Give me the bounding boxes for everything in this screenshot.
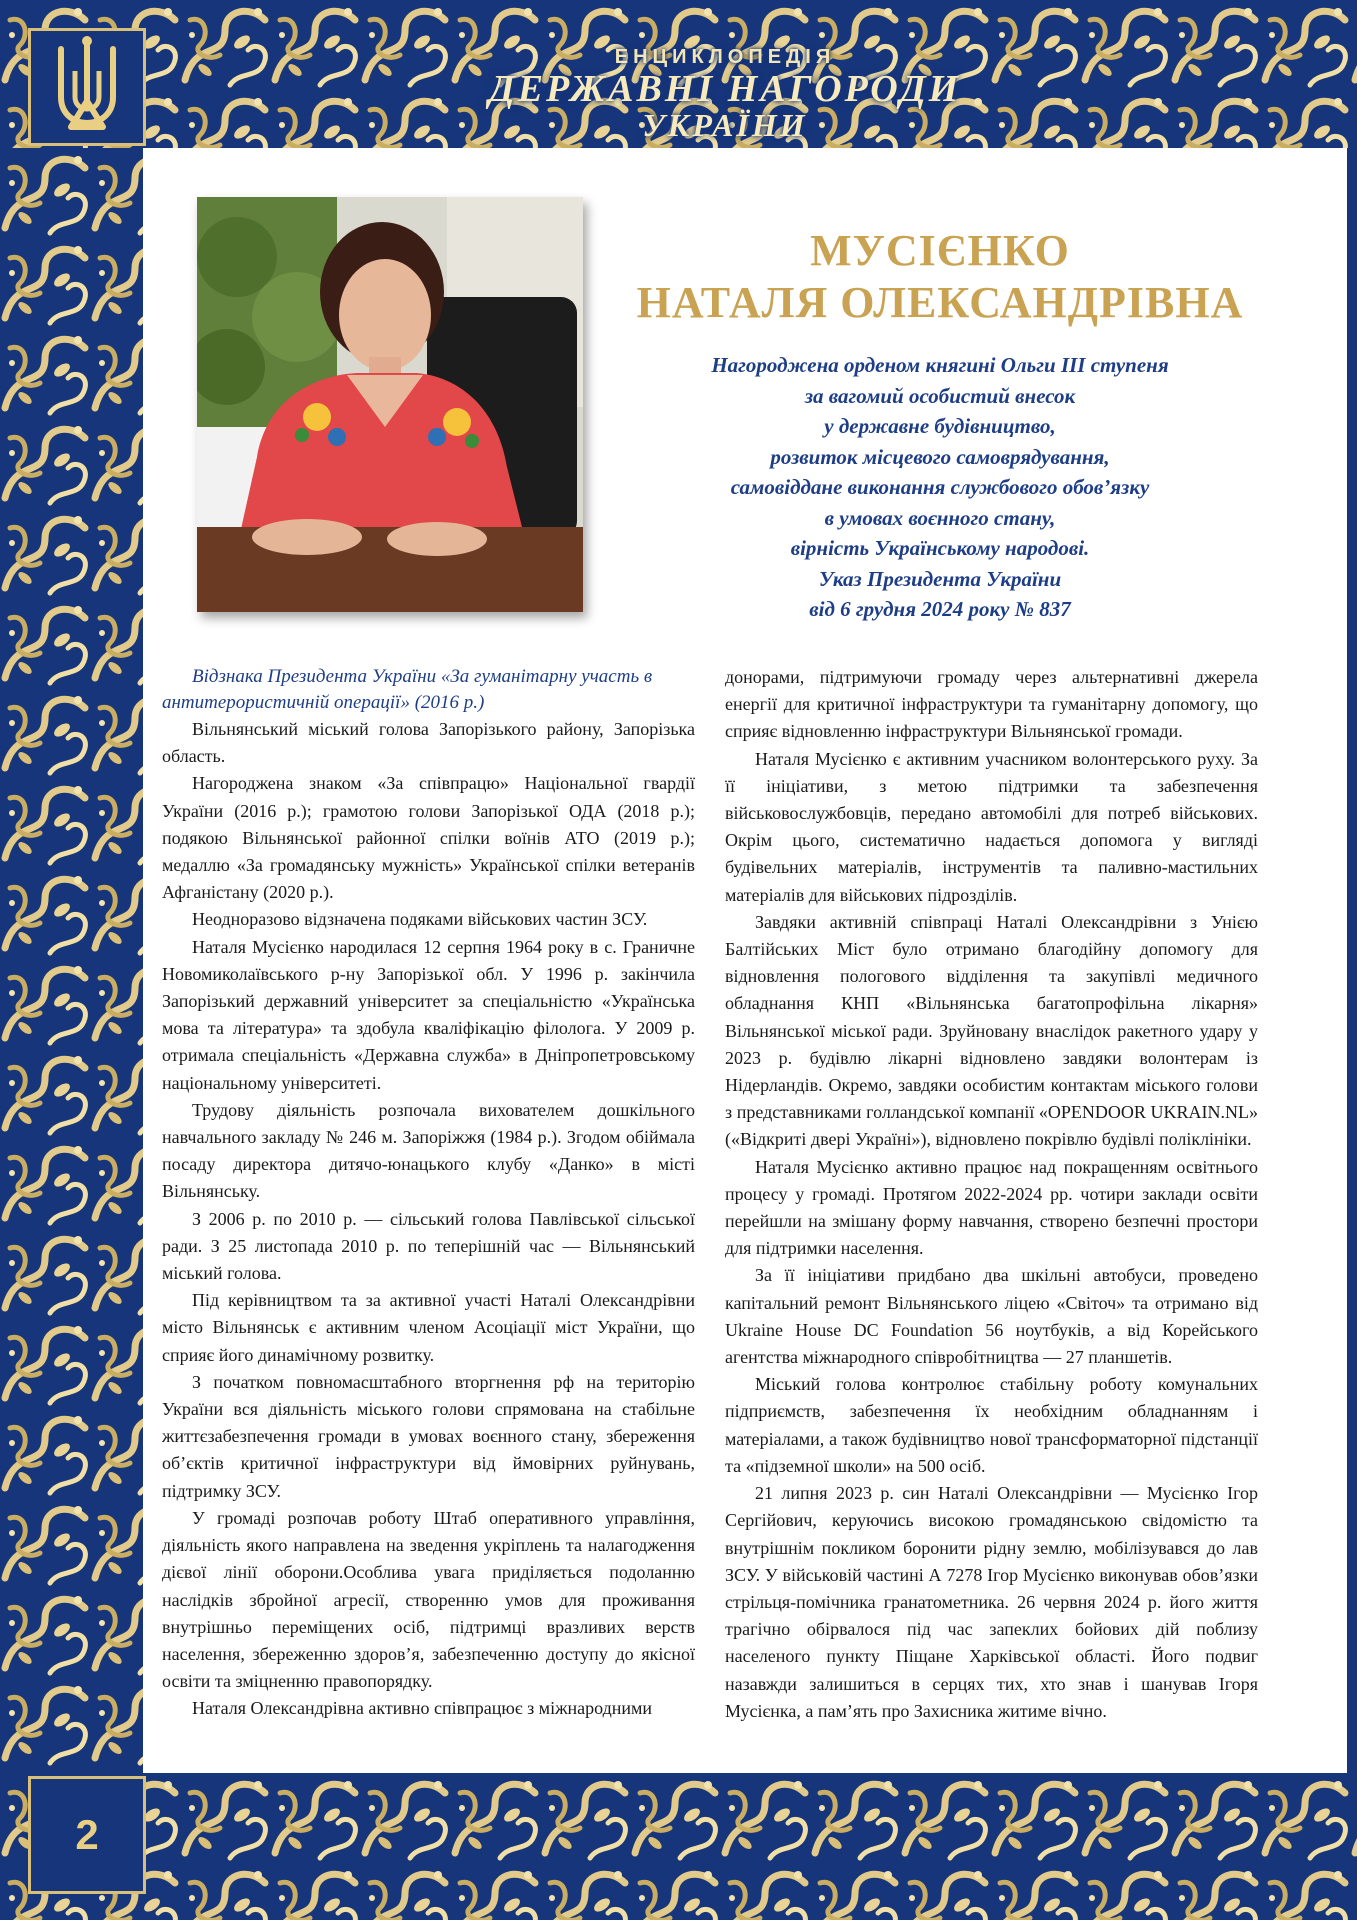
- right-frame-edge: [1347, 148, 1357, 1773]
- page-number-box: [28, 1776, 146, 1894]
- portrait-photo: [197, 197, 583, 612]
- body-paragraph: Під керівництвом та за активної участі Наталі Олександрівни місто Вільнянськ є активним членом Асоціації міст України, що сприяє його динамічному розвитку.: [162, 1290, 695, 1365]
- masthead-line2: ДЕРЖАВНІ НАГОРОДИ: [488, 68, 962, 110]
- text-column-right: [725, 664, 1258, 1725]
- award-line: Нагороджена орденом княгині Ольги ІІІ ступеня: [711, 353, 1169, 377]
- award-line: самовіддане виконання службового обов’язку: [730, 475, 1150, 499]
- body-paragraph: Нагороджена знаком «За співпрацю» Національної гвардії України (2016 р.); грамотою голови Запорізької ОДА (2018 р.); подякою Вільнянської районної спілки воїнів АТО (2019 р.); медаллю «За громадянську мужність» Української спілки ветеранів Афганістану (2020 р.).: [162, 773, 695, 903]
- masthead-line1: ЕНЦИКЛОПЕДІЯ: [614, 46, 836, 68]
- award-line: у державне будівництво,: [824, 414, 1056, 438]
- body-paragraph: Наталя Мусієнко активно працює над покращенням освітнього процесу у громаді. Протягом 2022-2024 рр. чотири заклади освіти перейшли на змішану форму навчання, створено безпечні простори для підтримки населення.: [725, 1156, 1258, 1259]
- text-column-left: [162, 664, 695, 1723]
- body-paragraph: Вільнянський міський голова Запорізького району, Запорізька область.: [162, 719, 695, 767]
- person-given-names: НАТАЛЯ ОЛЕКСАНДРІВНА: [636, 278, 1244, 327]
- photo-caption: Відзнака Президента України «За гуманітарну участь в антитерористичній операції» (2016 р.): [162, 666, 653, 713]
- body-paragraph: Неодноразово відзначена подяками військових частин ЗСУ.: [192, 909, 648, 930]
- body-paragraph: З 2006 р. по 2010 р. — сільський голова Павлівської сільської ради. З 25 листопада 2010 р. по теперішній час — Вільнянський міський голова.: [162, 1208, 695, 1284]
- ornament-pattern: [0, 148, 143, 1773]
- award-line: вірність Українському народові.: [790, 536, 1090, 560]
- person-surname: МУСІЄНКО: [810, 226, 1070, 275]
- portrait-illustration: [197, 197, 583, 612]
- body-paragraph: Наталя Олександрівна активно співпрацює з міжнародними: [192, 1698, 653, 1719]
- body-paragraph: Наталя Мусієнко народилася 12 серпня 1964 року в с. Граничне Новомиколаївського р-ну Запорізької обл. У 1996 р. закінчила Запорізький державний університет за спеціальністю «Українська мова та література» та здобула кваліфікацію філолога. У 2009 р. отримала спеціальність «Державна служба» в Дніпропетровському національному університеті.: [162, 936, 695, 1093]
- body-paragraph: Трудову діяльність розпочала вихователем дошкільного навчального закладу № 246 м. Запоріжжя (1984 р.). Згодом обіймала посаду директора дитячо-юнацького клубу «Данко» в місті Вільнянську.: [162, 1099, 695, 1202]
- award-line: за вагомий особистий внесок: [804, 383, 1076, 408]
- body-paragraph: 21 липня 2023 р. син Наталі Олександрівни — Мусієнко Ігор Сергійович, керуючись високою громадянською свідомістю та внутрішнім покликом боронити рідну землю, мобілізувався до лав ЗСУ. У військовій частині А 7278 Ігор Мусієнко виконував обов’язки стрільця-помічника гранатометника. 26 червня 2024 р. його життя трагічно обірвалося під час запеклих бойових дій поблизу населеного пункту Піщане Харківської області. Його подвиг назавжди залишиться в серцях тих, хто знав і шанував Ігоря Мусієнка, а пам’ять про Захисника житиме вічно.: [725, 1483, 1258, 1721]
- page-number: 2: [75, 1811, 99, 1858]
- body-paragraph: Наталя Мусієнко є активним учасником волонтерського руху. За її ініціативи, з метою підтримки та забезпечення військовослужбовців, передано автомобілі для потреб військових. Окрім цього, систематично надається допомога у вигляді будівельних матеріалів, інструментів та паливно-мастильних матеріалів для військових підрозділів.: [725, 748, 1258, 905]
- body-paragraph: За її ініціативи придбано два шкільні автобуси, проведено капітальний ремонт Вільнянського ліцею «Світоч» та отримано від Ukraine House DC Foundation 56 ноутбуків, а від Корейського агентства міжнародного співробітництва — 27 планшетів.: [725, 1265, 1258, 1368]
- award-description: [620, 350, 1260, 625]
- body-paragraph: Міський голова контролює стабільну роботу комунальних підприємств, забезпечення їх необхідним обладнанням і матеріалами, а також будівництво нової трансформаторної підстанції та «підземної школи» на 500 осіб.: [725, 1374, 1258, 1476]
- award-line: від 6 грудня 2024 року № 837: [809, 597, 1071, 621]
- person-name: [620, 225, 1260, 329]
- ornament-pattern: [0, 1773, 1357, 1920]
- body-paragraph: Завдяки активній співпраці Наталі Олександрівни з Унією Балтійських Міст було отримано благодійну допомогу для відновлення пологового відділення та закупівлі медичного обладнання КНП «Вільнянська багатопрофільна лікарня» Вільнянської міської ради. Зруйновану внаслідок ракетного удару у 2023 р. будівлю лікарні відновлено завдяки волонтерам із Нідерландів. Окремо, завдяки особистим контактам міського голови з представниками голландської компанії «OPENDOOR UKRAIN.NL» («Відкриті двері Україні»), відновлено покрівлю будівлі поліклініки.: [725, 911, 1258, 1150]
- bottom-ornament-frame: [0, 1773, 1357, 1920]
- left-ornament-frame: [0, 148, 143, 1773]
- body-paragraph: З початком повномасштабного вторгнення рф на територію України вся діяльність міського голови спрямована на стабільне життєзабезпечення громади в умовах воєнного стану, збереження об’єктів критичної інфраструктури від ймовірних руйнувань, підтримку ЗСУ.: [162, 1371, 695, 1501]
- coat-of-arms-box: [28, 28, 146, 146]
- award-line: в умовах воєнного стану,: [824, 505, 1056, 530]
- encyclopedia-masthead: [470, 46, 980, 146]
- award-line: Указ Президента України: [818, 566, 1062, 591]
- body-paragraph: У громаді розпочав роботу Штаб оперативного управління, діяльність якого направлена на зведення укріплень та налагодження дієвої лінії оборони.Особлива увага приділяється подоланню наслідків збройної агресії, створенню умов для проживання внутрішньо переміщених осіб, підтримці вразливих верств населення, збереженню здоров’я, забезпеченню доступу до якісної освіти та зміцненню правопорядку.: [162, 1507, 695, 1692]
- trident-icon: [31, 31, 143, 143]
- award-line: розвиток місцевого самоврядування,: [770, 444, 1110, 469]
- masthead-line3: УКРАЇНИ: [642, 107, 808, 143]
- body-paragraph-continued: донорами, підтримуючи громаду через альтернативні джерела енергії для критичної інфраструктури та гуманітарну допомогу, що сприяє відновленню інфраструктури Вільнянської громади.: [725, 667, 1258, 742]
